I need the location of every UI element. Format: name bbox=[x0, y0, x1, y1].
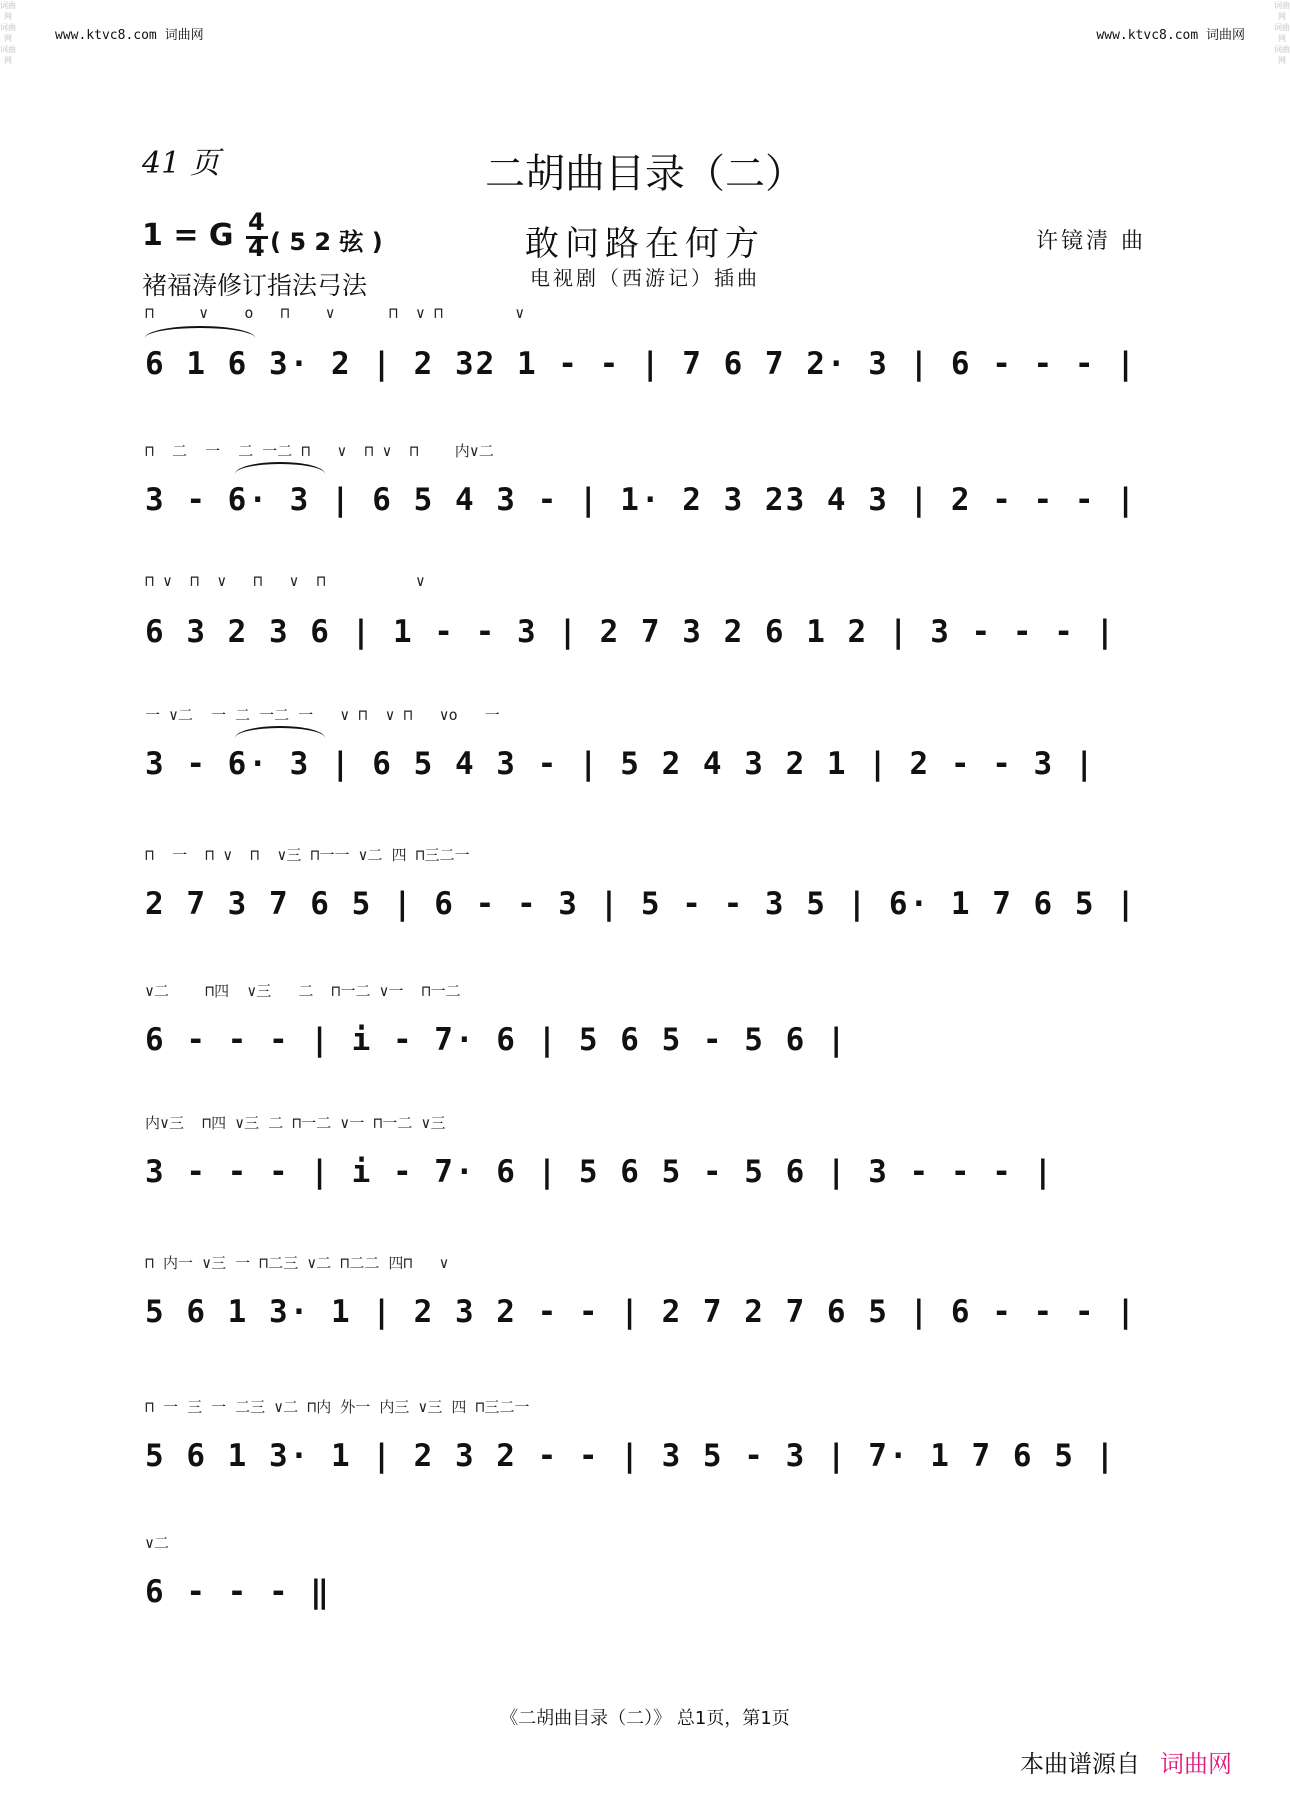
staff-line-1 bbox=[135, 296, 1155, 406]
bowing-marks: 一 ∨二 一 二 一二 一 ∨ ⊓ ∨ ⊓ ∨o 一 bbox=[145, 706, 500, 724]
notes: 2 7 3 7 6 5 | 6 - - 3 | 5 - - 3 5 | 6· 1 7 6 5 | bbox=[145, 886, 1137, 922]
staff-line-8 bbox=[135, 1244, 1155, 1354]
page-number: 41 页 bbox=[142, 146, 220, 181]
staff-line-2 bbox=[135, 432, 1155, 542]
bowing-marks: ∨二 ⊓四 ∨三 二 ⊓一二 ∨一 ⊓一二 bbox=[145, 982, 461, 1000]
notes: 6 3 2 3 6 | 1 - - 3 | 2 7 3 2 6 1 2 | 3 - - - | bbox=[145, 614, 1117, 650]
source-credit bbox=[1020, 1744, 1232, 1779]
reviser-credit: 褚福涛修订指法弓法 bbox=[142, 271, 368, 300]
bowing-marks: ∨二 bbox=[145, 1534, 170, 1552]
staff-line-4 bbox=[135, 696, 1155, 806]
notes: 3 - 6· 3 | 6 5 4 3 - | 5 2 4 3 2 1 | 2 - - 3 | bbox=[145, 746, 1096, 782]
bowing-marks: ⊓ 二 一 二 一二 ⊓ ∨ ⊓ ∨ ⊓ 内∨二 bbox=[145, 442, 494, 460]
notes: 6 1 6 3· 2 | 2 32 1 - - | 7 6 7 2· 3 | 6 - - - | bbox=[145, 346, 1137, 382]
left-edge-watermark: 词曲网 词曲网 词曲网 bbox=[0, 1, 16, 65]
notes: 3 - 6· 3 | 6 5 4 3 - | 1· 2 3 23 4 3 | 2 - - - | bbox=[145, 482, 1137, 518]
staff-line-9 bbox=[135, 1388, 1155, 1498]
header-left: www.ktvc8.com 词曲网 bbox=[55, 28, 204, 43]
tuning: ( 5 2 弦 ) bbox=[270, 228, 383, 256]
bowing-marks: ⊓ 内一 ∨三 一 ⊓二三 ∨二 ⊓二二 四⊓ ∨ bbox=[145, 1254, 449, 1272]
notes: 5 6 1 3· 1 | 2 3 2 - - | 3 5 - 3 | 7· 1 7 6 5 | bbox=[145, 1438, 1117, 1474]
bowing-marks: ⊓ ∨ o ⊓ ∨ ⊓ ∨ ⊓ ∨ bbox=[145, 304, 525, 322]
source-brand-link[interactable]: 词曲网 bbox=[1160, 1750, 1232, 1778]
staff-line-5 bbox=[135, 836, 1155, 946]
bowing-marks: 内∨三 ⊓四 ∨三 二 ⊓一二 ∨一 ⊓一二 ∨三 bbox=[145, 1114, 446, 1132]
time-signature-bottom: 4 bbox=[248, 234, 265, 262]
time-signature-top: 4 bbox=[248, 208, 265, 236]
bowing-marks: ⊓ 一 ⊓ ∨ ⊓ ∨三 ⊓一一 ∨二 四 ⊓三二一 bbox=[145, 846, 470, 864]
book-title: 二胡曲目录（二） bbox=[485, 151, 805, 197]
song-subtitle: 电视剧（西游记）插曲 bbox=[530, 266, 760, 290]
notes: 6 - - - | i - 7· 6 | 5 6 5 - 5 6 | bbox=[145, 1022, 848, 1058]
composer-credit: 许镜清 曲 bbox=[1036, 229, 1146, 254]
source-label: 本曲谱源自 bbox=[1020, 1750, 1140, 1778]
song-title: 敢问路在何方 bbox=[525, 224, 765, 264]
bowing-marks: ⊓ ∨ ⊓ ∨ ⊓ ∨ ⊓ ∨ bbox=[145, 572, 425, 590]
notes: 5 6 1 3· 1 | 2 3 2 - - | 2 7 2 7 6 5 | 6 - - - | bbox=[145, 1294, 1137, 1330]
staff-line-7 bbox=[135, 1104, 1155, 1214]
key-signature: 1 = G bbox=[142, 218, 234, 253]
page-footer: 《二胡曲目录（二）》 总1页，第1页 bbox=[500, 1708, 790, 1729]
right-edge-watermark: 词曲网 词曲网 词曲网 bbox=[1274, 1, 1290, 65]
bowing-marks: ⊓ 一 三 一 二三 ∨二 ⊓内 外一 内三 ∨三 四 ⊓三二一 bbox=[145, 1398, 530, 1416]
staff-line-10 bbox=[135, 1524, 1155, 1634]
staff-line-6 bbox=[135, 972, 1155, 1082]
notes: 3 - - - | i - 7· 6 | 5 6 5 - 5 6 | 3 - - - | bbox=[145, 1154, 1055, 1190]
notes: 6 - - - ‖ bbox=[145, 1574, 331, 1610]
staff-line-3 bbox=[135, 564, 1155, 674]
header-right: www.ktvc8.com 词曲网 bbox=[1096, 28, 1245, 43]
